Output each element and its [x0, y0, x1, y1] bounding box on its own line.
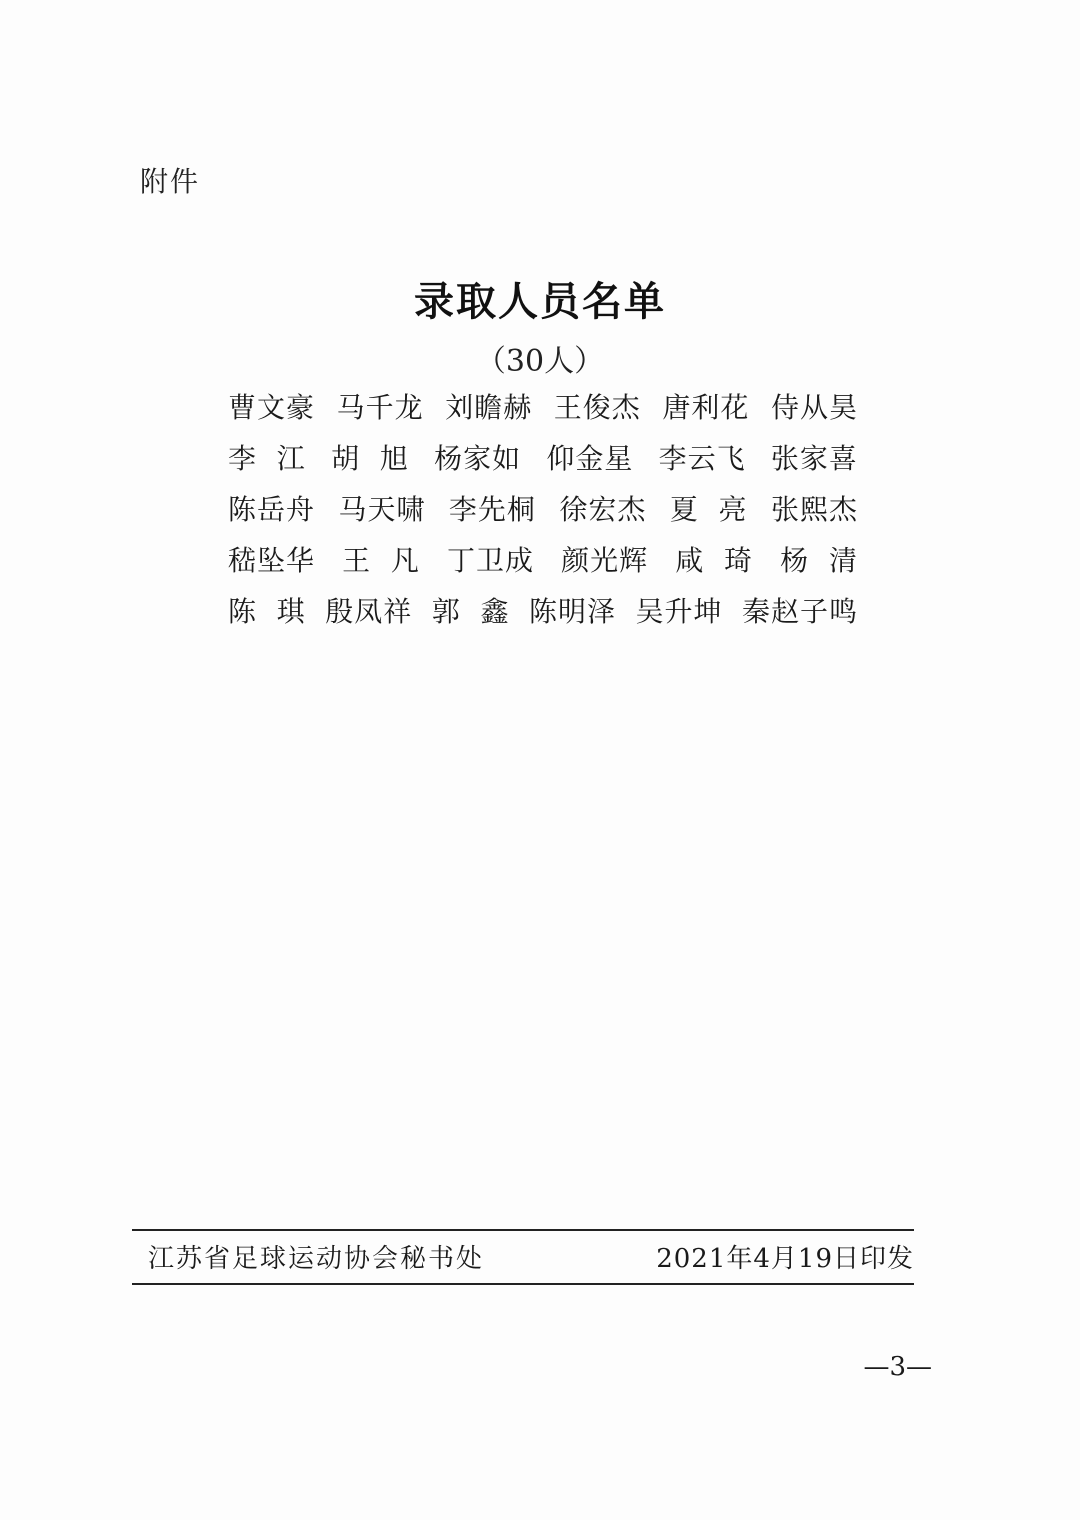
person-name: 嵇坠华	[228, 543, 316, 577]
person-name: 王 凡	[342, 543, 420, 577]
person-name: 曹文豪	[228, 390, 316, 424]
person-name: 咸 琦	[675, 543, 754, 577]
person-name: 唐利花	[662, 390, 750, 424]
person-name: 张家喜	[770, 441, 858, 475]
name-row	[228, 431, 858, 482]
person-name: 张熙杰	[770, 492, 858, 526]
person-name: 颜光辉	[561, 543, 649, 577]
name-row	[228, 584, 858, 635]
issuing-office: 江苏省足球运动协会秘书处	[148, 1244, 485, 1274]
person-name: 郭 鑫	[431, 594, 510, 628]
person-name: 马天啸	[338, 492, 426, 526]
page-number: —3—	[863, 1352, 932, 1382]
person-name: 夏 亮	[669, 492, 748, 526]
page-title: 录取人员名单	[414, 278, 666, 325]
person-name: 胡 旭	[331, 441, 409, 475]
person-name: 马千龙	[336, 390, 424, 424]
headcount-subtitle: （30人）	[475, 344, 605, 379]
person-name: 秦赵子鸣	[741, 594, 858, 628]
footer-top-rule	[132, 1229, 914, 1231]
name-row	[228, 380, 858, 431]
person-name: 仰金星	[546, 441, 634, 475]
person-name: 李云飞	[658, 441, 746, 475]
person-name: 陈 琪	[228, 594, 306, 628]
issue-date: 2021年4月19日印发	[656, 1244, 914, 1274]
person-name: 陈岳舟	[228, 492, 316, 526]
admitted-names-list	[228, 380, 858, 635]
name-row	[228, 482, 858, 533]
person-name: 李 江	[228, 441, 306, 475]
person-name: 王俊杰	[553, 390, 641, 424]
person-name: 杨 清	[780, 543, 858, 577]
person-name: 刘瞻赫	[445, 390, 533, 424]
person-name: 杨家如	[434, 441, 522, 475]
person-name: 丁卫成	[447, 543, 535, 577]
footer-bottom-rule	[132, 1283, 914, 1285]
person-name: 李先桐	[448, 492, 536, 526]
person-name: 吴升坤	[635, 594, 723, 628]
person-name: 侍从昊	[770, 390, 858, 424]
person-name: 徐宏杰	[559, 492, 647, 526]
attachment-label: 附件	[140, 165, 201, 198]
person-name: 陈明泽	[529, 594, 617, 628]
name-row	[228, 533, 858, 584]
person-name: 殷凤祥	[325, 594, 413, 628]
